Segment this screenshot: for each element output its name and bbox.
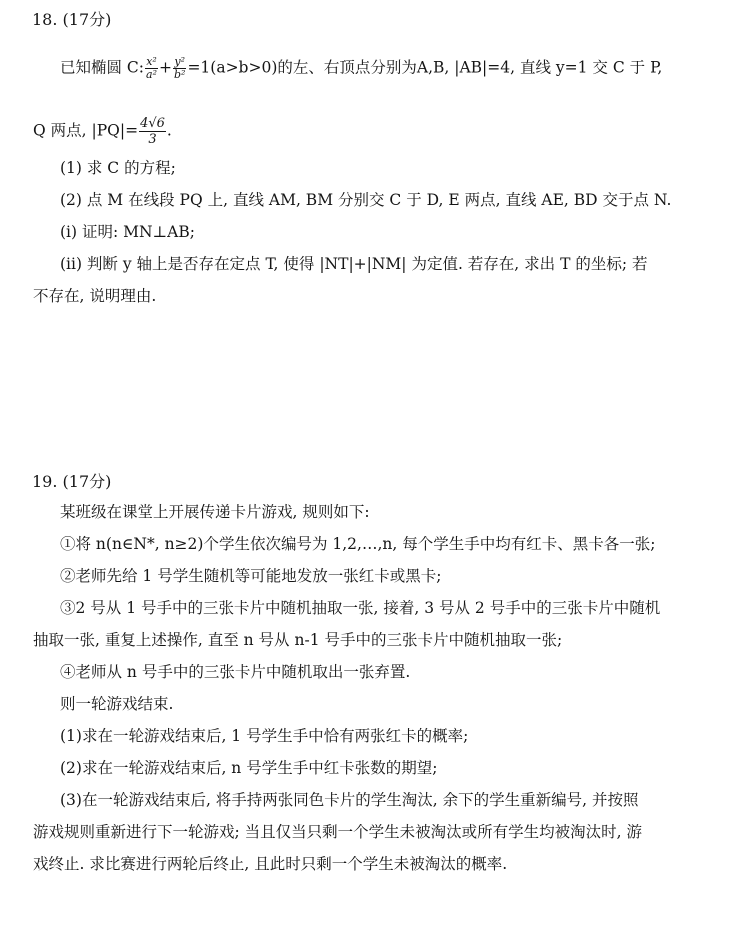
q18-part2-i: (i) 证明: MN⊥AB; xyxy=(60,223,195,241)
q18-stem-c: Q 两点, |PQ|= xyxy=(33,121,139,140)
frac-pq: $\frac{4√6}{3}$ xyxy=(140,116,165,147)
q18-stem-line2: Q 两点, |PQ|= $\frac{4√6}{3}$ . xyxy=(33,116,172,147)
q19-rule1: ①将 n(n∈N*, n≥2)个学生依次编号为 1,2,…,n, 每个学生手中均有红卡、黑卡各一张; xyxy=(60,535,656,553)
q19-part3: (3)在一轮游戏结束后, 将手持两张同色卡片的学生淘汰, 余下的学生重新编号, 并按照 xyxy=(60,791,639,809)
q18-stem-b: =1(a>b>0)的左、右顶点分别为A,B, |AB|=4, 直线 y=1 交 C 于 P, xyxy=(187,58,663,77)
q18-stem-line1: 已知椭圆 C: $\frac{\text{x²}}{\text{a²}}$ + $\frac{\text{y²}}{\text{b²}}$ =1(a>b>0)的左、右顶点分别为A,B, |AB|=4, 直线 y=1 交 C 于 P, xyxy=(60,55,663,81)
q19-part3-end: 戏终止. 求比赛进行两轮后终止, 且此时只剩一个学生未被淘汰的概率. xyxy=(33,855,508,873)
q19-part2: (2)求在一轮游戏结束后, n 号学生手中红卡张数的期望; xyxy=(60,759,438,777)
q19-part1: (1)求在一轮游戏结束后, 1 号学生手中恰有两张红卡的概率; xyxy=(60,727,469,745)
frac-x: $\frac{\text{x²}}{\text{a²}}$ xyxy=(146,55,157,81)
q18-header: 18. (17分) xyxy=(32,10,112,29)
q19-rule4: ④老师从 n 号手中的三张卡片中随机取出一张弃置. xyxy=(60,663,411,681)
q19-header: 19. (17分) xyxy=(32,472,112,491)
q19-part3-cont: 游戏规则重新进行下一轮游戏; 当且仅当只剩一个学生未被淘汰或所有学生均被淘汰时, 游 xyxy=(33,823,643,841)
q19-rule2: ②老师先给 1 号学生随机等可能地发放一张红卡或黑卡; xyxy=(60,567,442,585)
q19-end: 则一轮游戏结束. xyxy=(60,695,174,713)
q19-intro: 某班级在课堂上开展传递卡片游戏, 规则如下: xyxy=(60,503,370,521)
q19-rule3-cont: 抽取一张, 重复上述操作, 直至 n 号从 n-1 号手中的三张卡片中随机抽取一张; xyxy=(33,631,563,649)
q19-rule3: ③2 号从 1 号手中的三张卡片中随机抽取一张, 接着, 3 号从 2 号手中的三张卡片中随机 xyxy=(60,599,661,617)
q18-part2-ii-cont: 不存在, 说明理由. xyxy=(33,287,157,305)
q18-stem-a: 已知椭圆 C: xyxy=(60,58,145,77)
q18-part2: (2) 点 M 在线段 PQ 上, 直线 AM, BM 分别交 C 于 D, E 两点, 直线 AE, BD 交于点 N. xyxy=(60,191,672,209)
q18-part2-ii: (ii) 判断 y 轴上是否存在定点 T, 使得 |NT|+|NM| 为定值. 若存在, 求出 T 的坐标; 若 xyxy=(60,255,648,273)
q18-part1: (1) 求 C 的方程; xyxy=(60,159,176,177)
frac-y: $\frac{\text{y²}}{\text{b²}}$ xyxy=(173,55,186,81)
